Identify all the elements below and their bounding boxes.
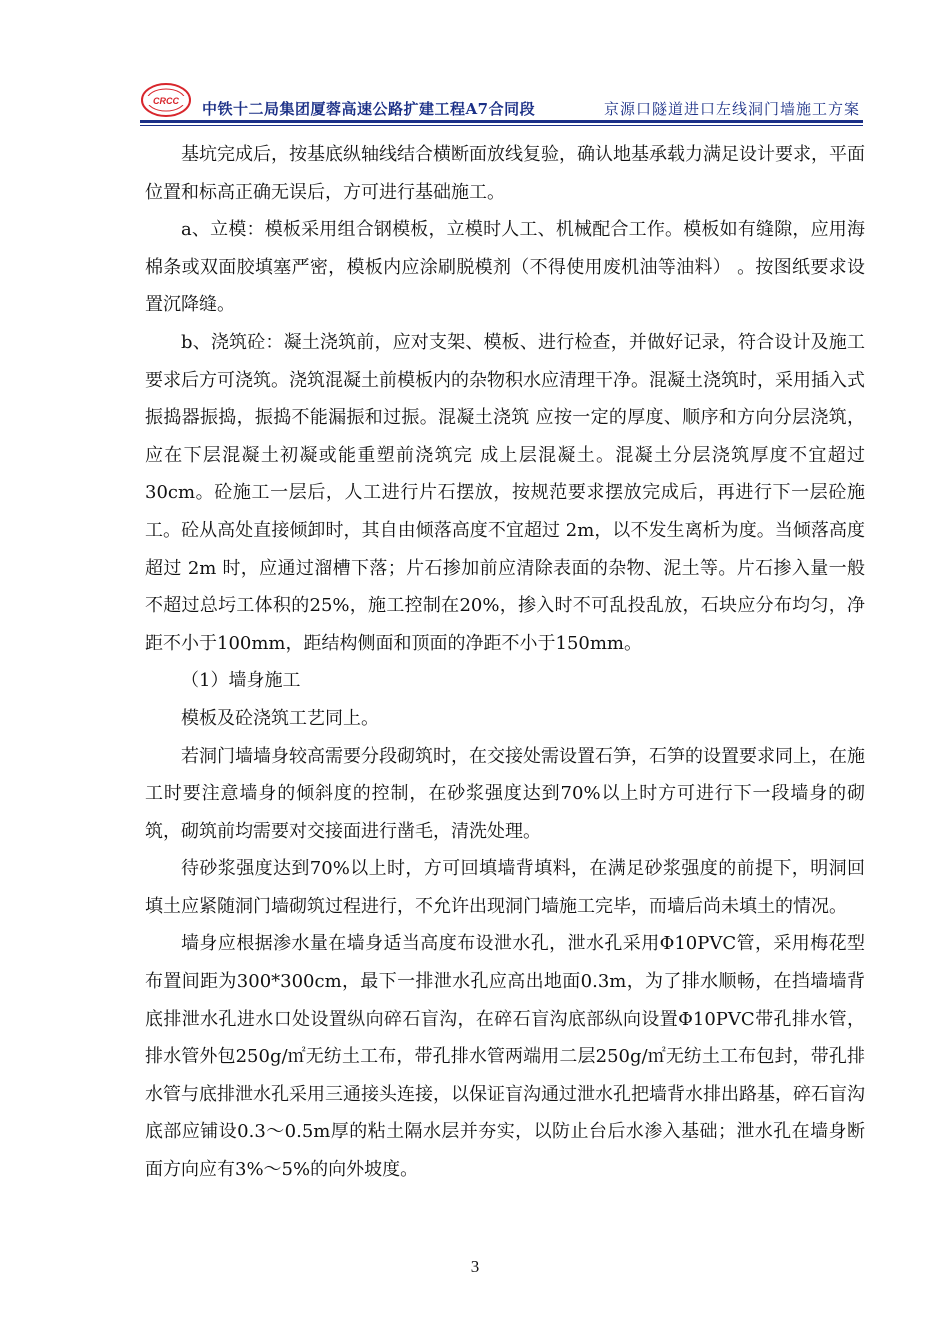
- page-header: [140, 82, 860, 120]
- paragraph-foundation-check: 基坑完成后，按基底纵轴线结合横断面放线复验，确认地基承载力满足设计要求，平面位置和标高正确无误后，方可进行基础施工。: [145, 144, 865, 203]
- paragraph-drainage-holes: 墙身应根据渗水量在墙身适当高度布设泄水孔，泄水孔采用Φ10PVC管，采用梅花型布置间距为300*300cm，最下一排泄水孔应高出地面0.3m，为了排水顺畅，在挡墙墙背底排泄水孔进水口处设置纵向碎石盲沟，在碎石盲沟底部纵向设置Φ10PVC带孔排水管，排水管外包250g/㎡无纺土工布，带孔排水管两端用二层250g/㎡无纺土工布包封，带孔排水管与底排泄水孔采用三通接头连接，以保证盲沟通过泄水孔把墙背水排出路基，碎石盲沟底部应铺设0.3～0.5m厚的粘土隔水层并夯实，以防止台后水渗入基础；泄水孔在墙身断面方向应有3%～5%的向外坡度。: [145, 933, 865, 1181]
- crcc-logo-icon: [140, 82, 192, 118]
- section-heading-wall-construction: （1）墙身施工: [181, 670, 301, 692]
- page-number: 3: [470, 1257, 480, 1276]
- document-body: [145, 136, 865, 1189]
- paragraph-segmented-masonry: 若洞门墙墙身较高需要分段砌筑时，在交接处需设置石笋，石笋的设置要求同上，在施工时要注意墙身的倾斜度的控制，在砂浆强度达到70%以上时方可进行下一段墙身的砌筑，砌筑前均需要对交接面进行凿毛，清洗处理。: [145, 745, 865, 842]
- header-project-title: 中铁十二局集团厦蓉高速公路扩建工程A7合同段: [202, 100, 536, 118]
- header-rule-thick: [140, 120, 863, 123]
- paragraph-formwork: a、立模：模板采用组合钢模板，立模时人工、机械配合工作。模板如有缝隙，应用海棉条或双面胶填塞严密，模板内应涂刷脱模剂（不得使用废机油等油料） 。按图纸要求设置沉降缝。: [145, 219, 865, 316]
- paragraph-concrete-pouring: b、浇筑砼：凝土浇筑前，应对支架、模板、进行检查，并做好记录，符合设计及施工要求后方可浇筑。浇筑混凝土前模板内的杂物积水应清理干净。混凝土浇筑时，采用插入式振捣器振捣，振捣不能漏振和过振。混凝土浇筑 应按一定的厚度、顺序和方向分层浇筑，应在下层混凝土初凝或能重塑前浇筑完 成上层混凝土。混凝土分层浇筑厚度不宜超过 30cm。砼施工一层后，人工进行片石摆放，按规范要求摆放完成后，再进行下一层砼施工。砼从高处直接倾卸时，其自由倾落高度不宜超过 2m，以不发生离析为度。当倾落高度超过 2m 时，应通过溜槽下落；片石掺加前应清除表面的杂物、泥土等。片石掺入量一般不超过总圬工体积的25%，施工控制在20%，掺入时不可乱投乱放，石块应分布均匀，净距不小于100mm，距结构侧面和顶面的净距不小于150mm。: [145, 331, 865, 654]
- logo-text: CRCC: [153, 96, 179, 106]
- paragraph-backfill: 待砂浆强度达到70%以上时，方可回填墙背填料，在满足砂浆强度的前提下，明洞回填土应紧随洞门墙砌筑过程进行，不允许出现洞门墙施工完毕，而墙后尚未填土的情况。: [145, 858, 865, 917]
- header-document-title: 京源口隧道进口左线洞门墙施工方案: [603, 100, 860, 118]
- paragraph-formwork-same: 模板及砼浇筑工艺同上。: [181, 707, 379, 729]
- header-rule-thin: [140, 125, 863, 126]
